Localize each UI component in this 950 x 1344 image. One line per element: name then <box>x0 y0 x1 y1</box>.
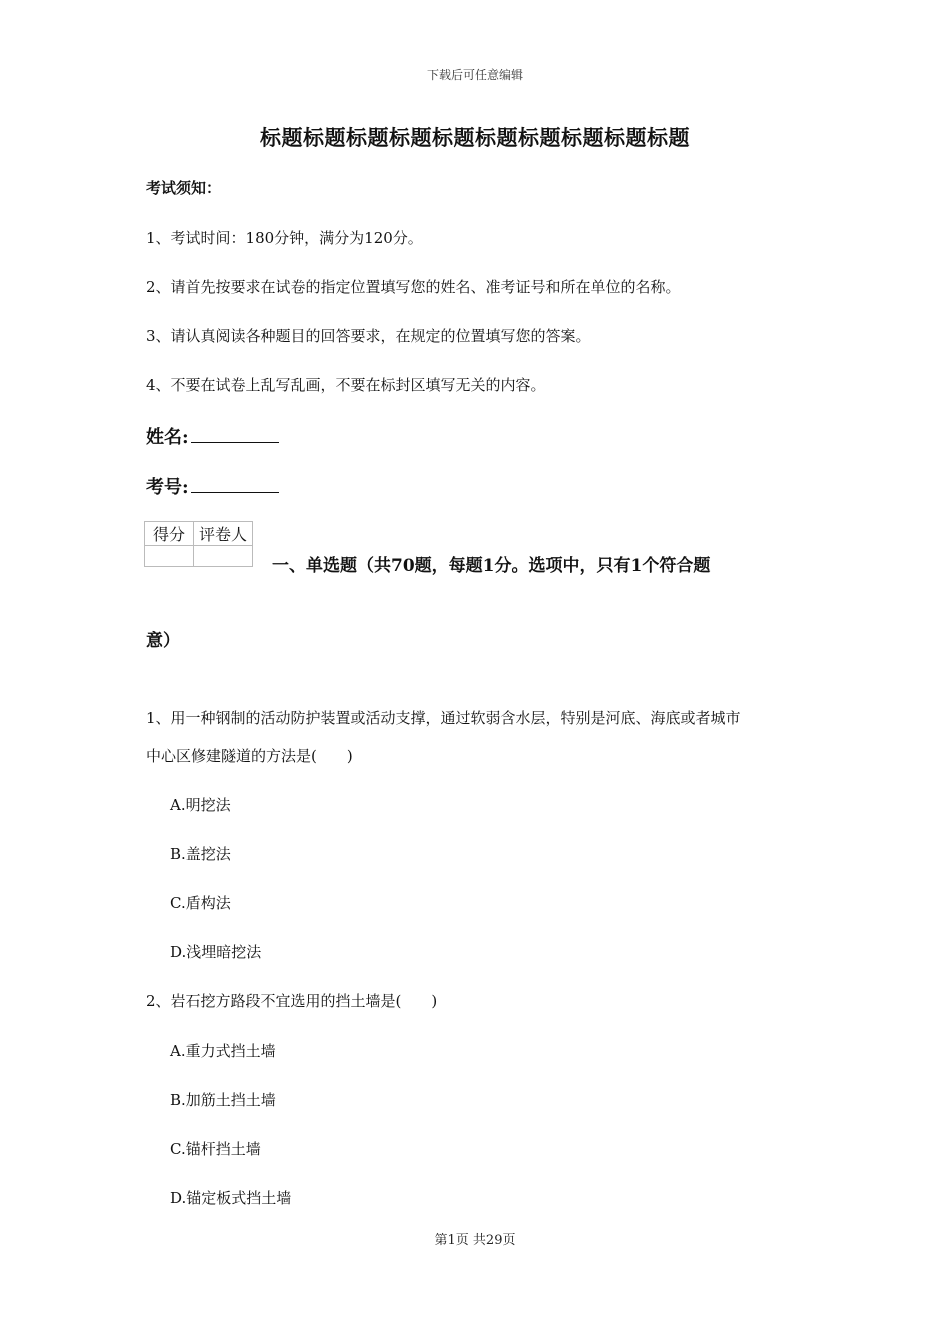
page-title: 标题标题标题标题标题标题标题标题标题标题 <box>260 125 690 150</box>
notice-rule-4: 4、不要在试卷上乱写乱画，不要在标封区填写无关的内容。 <box>146 376 546 394</box>
question-1-option-d: D.浅埋暗挖法 <box>170 943 262 961</box>
grader-header: 评卷人 <box>194 522 253 546</box>
question-1-option-b: B.盖挖法 <box>170 845 231 863</box>
question-2-option-c: C.锚杆挡土墙 <box>170 1140 261 1158</box>
notice-rule-2: 2、请首先按要求在试卷的指定位置填写您的姓名、准考证号和所在单位的名称。 <box>146 278 681 296</box>
notice-rule-3: 3、请认真阅读各种题目的回答要求，在规定的位置填写您的答案。 <box>146 327 591 345</box>
question-1-option-c: C.盾构法 <box>170 894 231 912</box>
section-title-line-1: 一、单选题（共70题，每题1分。选项中，只有1个符合题 <box>272 556 711 576</box>
name-blank-line[interactable] <box>191 424 279 443</box>
header-note: 下载后可任意编辑 <box>426 68 523 82</box>
notice-rule-1: 1、考试时间：180分钟，满分为120分。 <box>146 229 423 247</box>
section-title-line-2: 意） <box>146 631 180 651</box>
score-header: 得分 <box>145 522 194 546</box>
question-2-option-a: A.重力式挡土墙 <box>170 1042 276 1060</box>
exam-number-label: 考号: <box>146 477 189 498</box>
question-1-line-2: 中心区修建隧道的方法是( ) <box>146 747 353 765</box>
grader-cell[interactable] <box>194 546 253 567</box>
question-1-line-1: 1、用一种钢制的活动防护装置或活动支撑，通过软弱含水层，特别是河底、海底或者城市 <box>146 709 741 727</box>
exam-number-blank-line[interactable] <box>191 474 279 493</box>
page-footer: 第1页 共29页 <box>434 1233 516 1248</box>
question-2-option-b: B.加筋土挡土墙 <box>170 1091 276 1109</box>
exam-number-field <box>146 473 279 499</box>
question-1-option-a: A.明挖法 <box>170 796 231 814</box>
score-cell[interactable] <box>145 546 194 567</box>
name-label: 姓名: <box>146 427 189 448</box>
notice-heading: 考试须知： <box>146 179 222 197</box>
question-2-line-1: 2、岩石挖方路段不宜选用的挡土墙是( ) <box>146 992 438 1010</box>
question-2-option-d: D.锚定板式挡土墙 <box>170 1189 292 1207</box>
name-field <box>146 423 279 449</box>
score-table <box>144 521 253 567</box>
